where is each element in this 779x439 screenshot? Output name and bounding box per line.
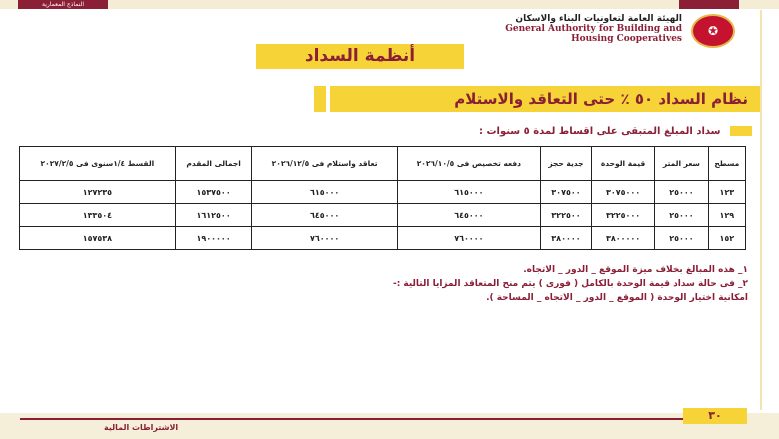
table-cell: ١٣٣٥٠٤ — [20, 204, 176, 227]
table-cell: ٦١٥٠٠٠ — [252, 181, 397, 204]
subtitle: نظام السداد ٥٠ ٪ حتى التعاقد والاستلام — [330, 86, 760, 112]
table-cell: ١٢٣ — [708, 181, 745, 204]
table-cell: ٣٠٧٥٠٠٠ — [591, 181, 654, 204]
table-row — [20, 227, 746, 250]
note-item: ١_ هذه المبالغ بخلاف ميزة الموقع _ الدور _ الاتجاه. — [523, 265, 748, 275]
col-header: مسطح — [708, 147, 745, 181]
org-name-english-2: Housing Cooperatives — [571, 34, 682, 44]
table-cell: ٣٢٢٥٠٠ — [540, 204, 591, 227]
org-name-english-1: General Authority for Building and — [505, 24, 682, 34]
org-name-arabic: الهيئة العامة لتعاونيات البناء والاسكان — [515, 14, 682, 24]
org-heading — [420, 14, 682, 44]
table-cell: ٢٥٠٠٠ — [655, 181, 708, 204]
table-header-row — [20, 147, 746, 181]
subtitle-accent — [314, 86, 326, 112]
notes-list — [250, 263, 748, 305]
table-cell: ٣٢٢٥٠٠٠ — [591, 204, 654, 227]
table-cell: ٦٤٥٠٠٠ — [252, 204, 397, 227]
note-item: ٢_ فى حالة سداد قيمة الوحدة بالكامل ( فورى ) يتم منح المتعاقد المزايا التالية :- — [392, 279, 748, 289]
col-header: سعر المتر — [655, 147, 708, 181]
col-header: دفعه تخصيص فى ٢٠٢٦/١٠/٥ — [397, 147, 540, 181]
col-header: القسط ١/٤سنوى فى ٢٠٢٧/٢/٥ — [20, 147, 176, 181]
top-strip — [0, 0, 779, 9]
table-cell: ٢٥٠٠٠ — [655, 204, 708, 227]
table-cell: ١٢٧٢٣٥ — [20, 181, 176, 204]
table-cell: ١٥٧٥٣٨ — [20, 227, 176, 250]
col-header: جدية حجز — [540, 147, 591, 181]
page-number: ٣٠ — [683, 408, 747, 424]
table-cell: ٧٦٠٠٠٠ — [397, 227, 540, 250]
table-cell: ٢٥٠٠٠ — [655, 227, 708, 250]
table-row — [20, 181, 746, 204]
decorative-frame — [760, 10, 762, 410]
table-cell: ١٢٩ — [708, 204, 745, 227]
table-row — [20, 204, 746, 227]
section-heading — [300, 126, 752, 137]
col-header: تعاقد واستلام فى ٢٠٢٦/١٢/٥ — [252, 147, 397, 181]
table-cell: ٣٨٠٠٠٠ — [540, 227, 591, 250]
authority-logo: ✪ — [691, 14, 735, 48]
table-cell: ١٥٢ — [708, 227, 745, 250]
note-item: امكانية اختيار الوحدة ( الموقع _ الدور _ الاتجاه _ المساحة ). — [486, 293, 748, 303]
col-header: قيمة الوحدة — [591, 147, 654, 181]
top-tab: النماذج المعمارية — [18, 0, 108, 9]
table-cell: ١٦١٢٥٠٠ — [175, 204, 252, 227]
table-cell: ١٥٣٧٥٠٠ — [175, 181, 252, 204]
table-cell: ٣٨٠٠٠٠٠ — [591, 227, 654, 250]
payment-table — [19, 146, 746, 250]
top-tab-right — [679, 0, 739, 9]
footer-label: الاشتراطات المالية — [104, 423, 179, 432]
table-cell: ١٩٠٠٠٠٠ — [175, 227, 252, 250]
section-text: سداد المبلغ المتبقى على اقساط لمدة ٥ سنوات : — [479, 126, 721, 137]
table-cell: ٦٤٥٠٠٠ — [397, 204, 540, 227]
page-title: أنظمة السداد — [256, 44, 464, 69]
footer-divider — [20, 418, 710, 420]
table-cell: ٣٠٧٥٠٠ — [540, 181, 591, 204]
section-bullet — [730, 126, 752, 136]
table-cell: ٧٦٠٠٠٠ — [252, 227, 397, 250]
table-cell: ٦١٥٠٠٠ — [397, 181, 540, 204]
col-header: اجمالى المقدم — [175, 147, 252, 181]
